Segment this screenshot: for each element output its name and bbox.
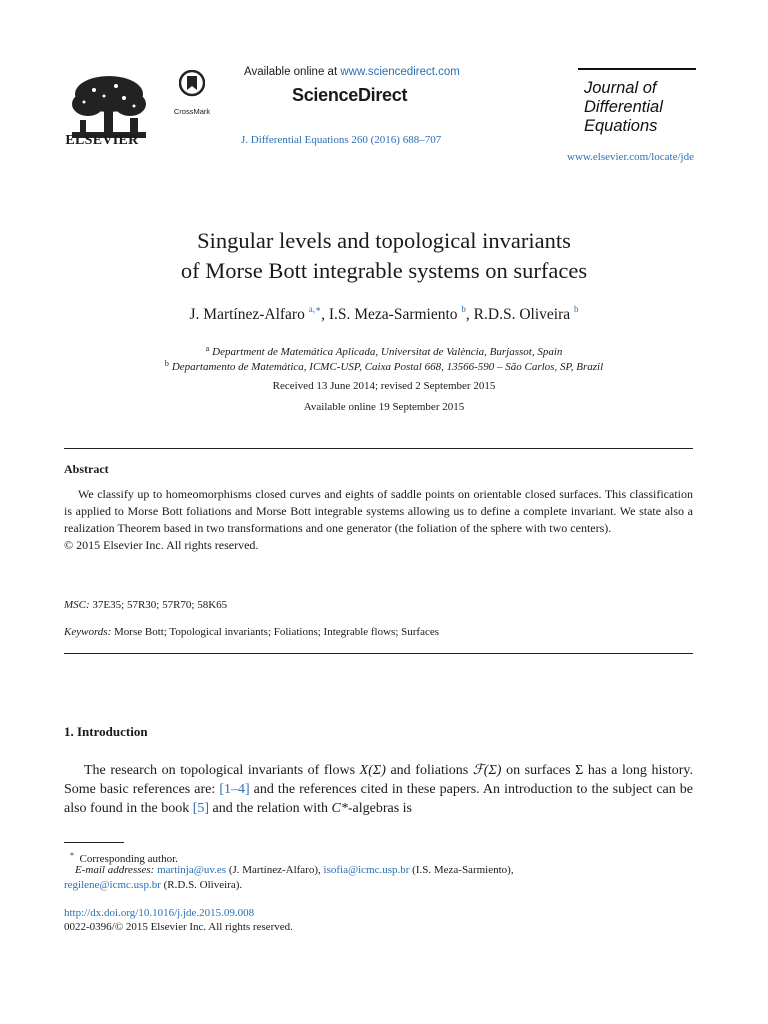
email-owner: (I.S. Meza-Sarmiento), [409, 864, 514, 876]
affiliation [0, 344, 768, 358]
footnote-mark: * [70, 851, 74, 860]
article-title-line: Singular levels and topological invariants [197, 228, 571, 253]
affiliation-text: Departamento de Matemática, ICMC-USP, Caixa Postal 668, 13566-590 – São Carlos, SP, Brazil [171, 361, 604, 373]
article-title [0, 226, 768, 286]
sciencedirect-link[interactable]: www.sciencedirect.com [340, 66, 460, 78]
author-name: I.S. Meza-Sarmiento [328, 306, 458, 323]
author-name: J. Martínez-Alfaro [189, 306, 305, 323]
divider [64, 448, 693, 449]
email-link[interactable]: regilene@icmc.usp.br [64, 879, 161, 891]
keywords [64, 626, 439, 638]
author-affiliation-link[interactable]: a,∗ [308, 304, 322, 314]
sciencedirect-brand: ScienceDirect [292, 85, 408, 105]
body-text: -algebras is [347, 801, 413, 816]
keywords-label: Keywords: [64, 626, 112, 638]
journal-title-line: Journal of [584, 79, 657, 97]
reference-link[interactable]: [1–4] [219, 782, 250, 797]
body-text: The research on topological invariants of flows [84, 763, 360, 778]
affiliation-mark: b [164, 359, 169, 368]
section-heading: 1. Introduction [64, 724, 148, 739]
math-x-sigma: X(Σ) [359, 763, 386, 778]
journal-title [578, 68, 696, 136]
author-affiliation-link[interactable]: b [573, 304, 579, 314]
crossmark-badge[interactable] [172, 70, 212, 116]
email-addresses [64, 863, 693, 893]
math-f-sigma: ℱ(Σ) [472, 763, 502, 778]
abstract-text: We classify up to homeomorphisms closed curves and eights of saddle points on orientable closed surfaces. This classification is applied to Morse Bott foliations and Morse Bott integrable systems allowing us to define a complete invariant. We state also a realization Theorem based in two transformations and one generator (the foliation of the sphere with two centers). [64, 487, 693, 535]
reference-link[interactable]: [5] [192, 801, 210, 816]
available-online [244, 66, 460, 78]
affiliation [0, 359, 768, 373]
affiliation-text: Department de Matemática Aplicada, Universitat de València, Burjassot, Spain [212, 346, 563, 358]
crossmark-icon [179, 70, 205, 100]
body-text: and foliations [385, 763, 473, 778]
email-owner: (J. Martínez-Alfaro), [226, 864, 324, 876]
journal-homepage-link[interactable]: www.elsevier.com/locate/jde [567, 151, 694, 163]
body-text: and the references cited in these papers. An introduction to the subject can be also found in the book [64, 782, 693, 816]
journal-citation-link[interactable]: J. Differential Equations 260 (2016) 688–707 [241, 134, 442, 146]
email-link[interactable]: martinja@uv.es [157, 864, 227, 876]
author-separator: , [321, 306, 329, 323]
article-title-line: of Morse Bott integrable systems on surfaces [180, 258, 588, 283]
footnote-text: Corresponding author. [79, 853, 178, 865]
footnote-divider [64, 842, 124, 843]
divider [64, 653, 693, 654]
email-label: E-mail addresses: [75, 864, 155, 876]
math-c-star: C* [331, 801, 348, 816]
abstract-copyright: © 2015 Elsevier Inc. All rights reserved. [64, 538, 259, 552]
abstract-heading: Abstract [64, 462, 109, 476]
introduction-paragraph [64, 761, 693, 818]
available-online-prefix: Available online at [244, 66, 341, 78]
received-date: Received 13 June 2014; revised 2 September 2015 [272, 380, 496, 392]
author-name: R.D.S. Oliveira [473, 306, 571, 323]
journal-title-line: Equations [584, 117, 658, 135]
crossmark-label: CrossMark [173, 107, 211, 116]
msc-codes [64, 599, 227, 611]
msc-label: MSC: [64, 599, 90, 611]
doi-link[interactable]: http://dx.doi.org/10.1016/j.jde.2015.09.008 [64, 907, 255, 919]
available-online-date: Available online 19 September 2015 [303, 401, 465, 413]
issn-copyright: 0022-0396/© 2015 Elsevier Inc. All rights reserved. [64, 921, 293, 933]
msc-values: 37E35; 57R30; 57R70; 58K65 [92, 599, 228, 611]
body-text: and the relation with [209, 801, 332, 816]
journal-title-line: Differential [584, 98, 663, 116]
publisher-name: ELSEVIER [65, 133, 139, 148]
author-affiliation-link[interactable]: b [461, 304, 466, 314]
abstract-body [64, 486, 693, 554]
author-list [0, 304, 768, 324]
keywords-values: Morse Bott; Topological invariants; Foliations; Integrable flows; Surfaces [114, 626, 440, 638]
author-separator: , [465, 306, 474, 323]
body-text: on surfaces Σ has a long history. Some basic references are: [64, 763, 693, 797]
email-owner: (R.D.S. Oliveira). [160, 879, 243, 891]
affiliation-mark: a [205, 344, 210, 353]
email-link[interactable]: isofia@icmc.usp.br [323, 864, 410, 876]
